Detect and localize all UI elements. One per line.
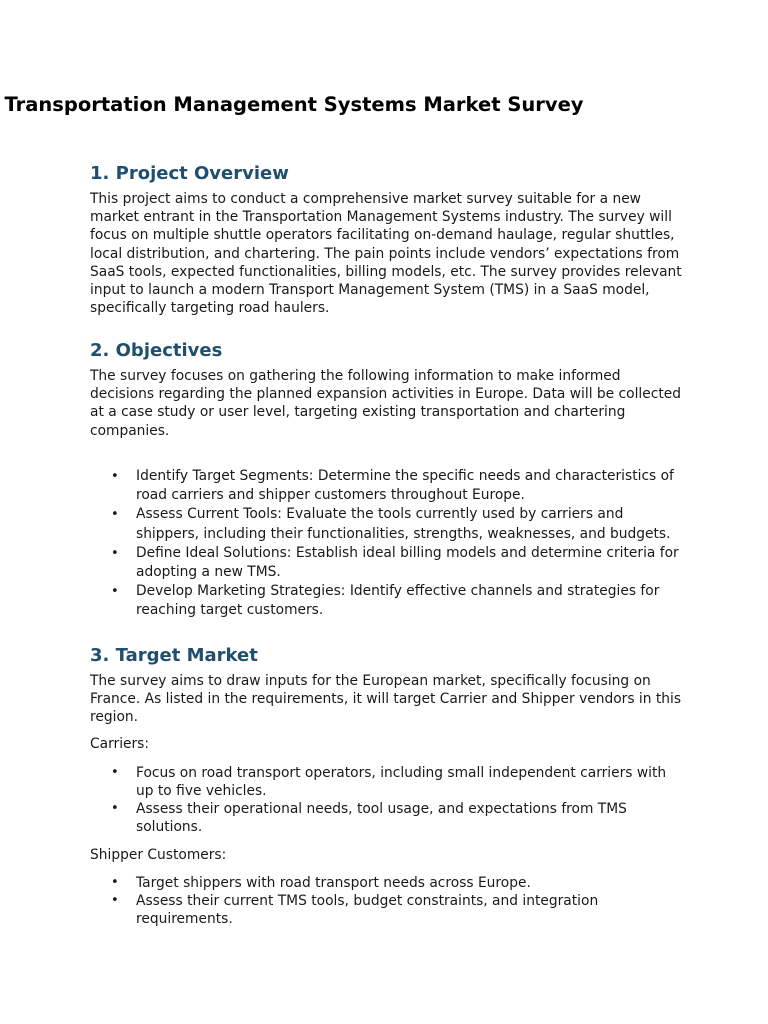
list-item (90, 892, 682, 928)
list-item (90, 874, 682, 892)
carriers-label: Carriers: (90, 736, 150, 752)
bullet-icon: • (111, 584, 119, 600)
list-item (90, 800, 682, 836)
project-overview-paragraph: This project aims to conduct a comprehensive market survey suitable for a new market entrant in the Transportation Management Systems industry. The survey will focus on multiple shuttle operators facilitating on-demand haulage, regular shuttles, local distribution, and chartering. The pain points include vendors’ expectations from SaaS tools, expected functionalities, billing models, etc. The survey provides relevant input to launch a modern Transport Management System (TMS) in a SaaS model, specifically targeting road haulers. (90, 191, 682, 317)
section-heading-target-market: 3. Target Market (90, 645, 258, 666)
bullet-icon: • (111, 801, 119, 816)
bullet-icon: • (111, 507, 119, 523)
list-item-text: Define Ideal Solutions: Establish ideal billing models and determine criteria for adopting a new TMS. (136, 544, 679, 581)
section-heading-project-overview: 1. Project Overview (90, 163, 289, 184)
objectives-paragraph: The survey focuses on gathering the following information to make informed decisions regarding the planned expansion activities in Europe. Data will be collected at a case study or user level, targeting existing transportation and chartering companies. (90, 368, 681, 439)
target-market-paragraph: The survey aims to draw inputs for the European market, specifically focusing on France. As listed in the requirements, it will target Carrier and Shipper vendors in this region. (90, 673, 682, 726)
carriers-list (90, 764, 682, 836)
document-title: Transportation Management Systems Market Survey (4, 93, 584, 116)
bullet-icon: • (111, 765, 119, 780)
bullet-icon: • (111, 469, 119, 484)
list-item (90, 505, 682, 543)
list-item-text: Assess Current Tools: Evaluate the tools currently used by carriers and shippers, including their functionalities, strengths, weaknesses, and budgets. (136, 506, 671, 542)
bullet-icon: • (111, 893, 119, 908)
list-item-text: Focus on road transport operators, including small independent carriers with up to five vehicles. (136, 765, 667, 799)
bullet-icon: • (111, 875, 119, 890)
list-item-text: Develop Marketing Strategies: Identify effective channels and strategies for reaching target customers. (136, 583, 660, 619)
shipper-customers-list (90, 874, 682, 928)
section-heading-objectives: 2. Objectives (90, 340, 223, 361)
list-item-text: Target shippers with road transport needs across Europe. (136, 875, 531, 891)
list-item-text: Assess their operational needs, tool usage, and expectations from TMS solutions. (136, 801, 627, 835)
bullet-icon: • (111, 545, 119, 561)
shipper-customers-label: Shipper Customers: (90, 847, 227, 863)
list-item (90, 544, 682, 582)
list-item (90, 582, 682, 620)
list-item-text: Assess their current TMS tools, budget constraints, and integration requirements. (136, 893, 599, 927)
list-item-text: Identify Target Segments: Determine the specific needs and characteristics of road carriers and shipper customers throughout Europe. (136, 468, 674, 504)
list-item (90, 764, 682, 800)
list-item (90, 467, 682, 505)
objectives-list (90, 467, 682, 621)
